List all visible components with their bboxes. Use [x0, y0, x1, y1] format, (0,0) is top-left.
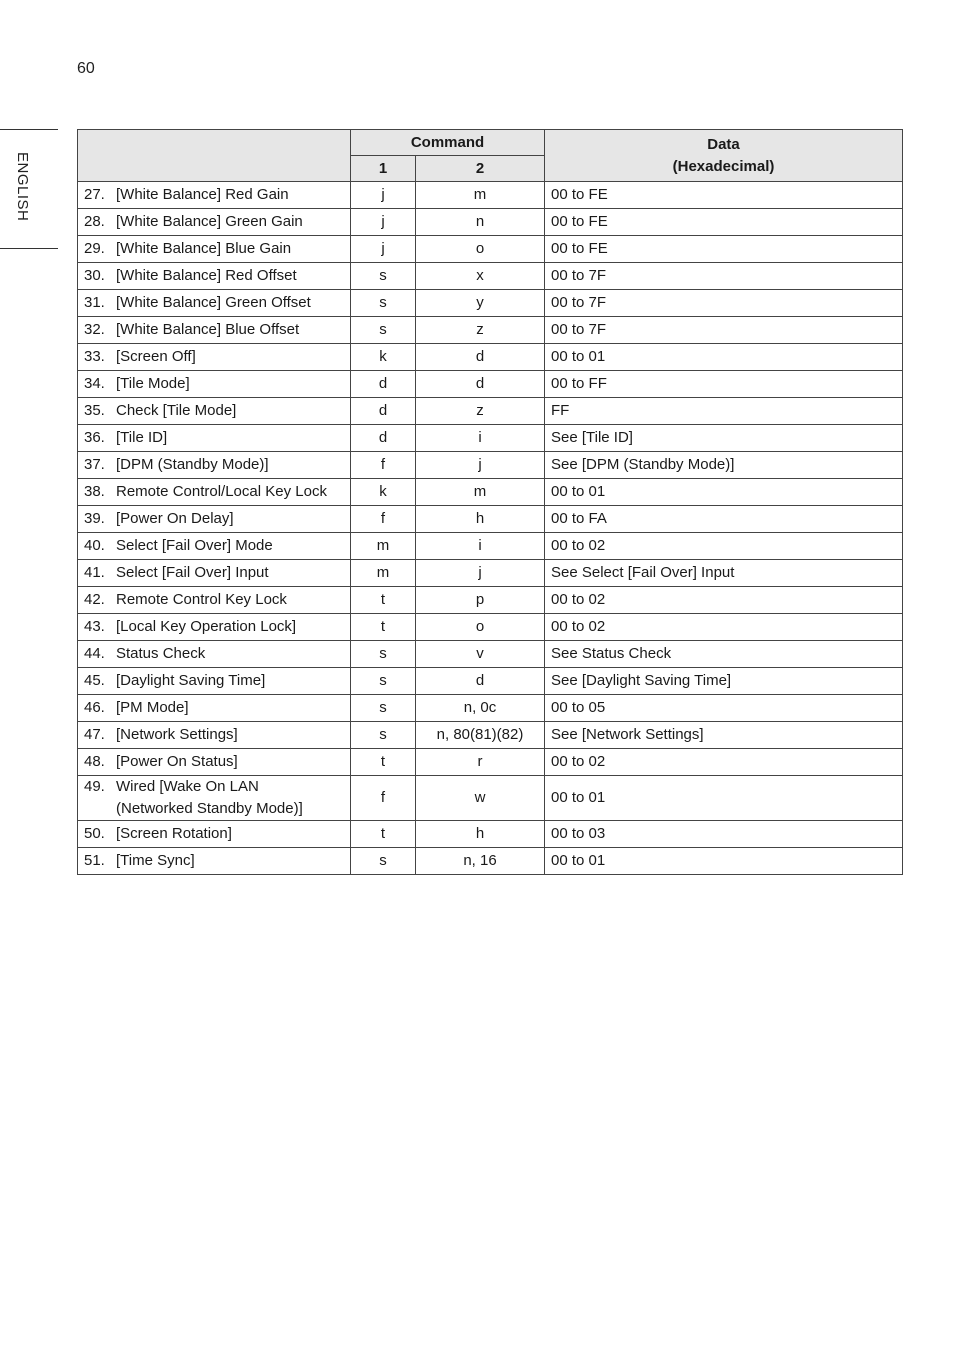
item-name: [116, 616, 344, 638]
data-cell: FF: [545, 398, 903, 425]
command2-cell: n: [416, 209, 545, 236]
data-cell: 00 to 01: [545, 848, 903, 875]
data-cell: See Status Check: [545, 641, 903, 668]
item-number: 48.: [84, 753, 105, 770]
data-cell: 00 to 01: [545, 776, 903, 821]
item-number: 46.: [84, 699, 105, 716]
item-number: 37.: [84, 456, 105, 473]
table-row: [78, 821, 903, 848]
item-cell: [78, 398, 351, 425]
command2-cell: y: [416, 290, 545, 317]
item-cell-content: [84, 776, 344, 820]
command2-cell: j: [416, 560, 545, 587]
data-cell: 00 to 02: [545, 749, 903, 776]
command2-cell: p: [416, 587, 545, 614]
command2-cell: j: [416, 452, 545, 479]
item-header: [78, 130, 351, 182]
command1-cell: s: [351, 317, 416, 344]
command2-cell: i: [416, 425, 545, 452]
item-cell-content: [84, 697, 344, 719]
command2-cell: h: [416, 821, 545, 848]
item-name: [116, 508, 344, 530]
item-name-line: Status Check: [116, 645, 206, 662]
command1-cell: d: [351, 371, 416, 398]
command2-cell: n, 80(81)(82): [416, 722, 545, 749]
table-row: [78, 236, 903, 263]
command1-cell: s: [351, 290, 416, 317]
table-row: [78, 848, 903, 875]
item-cell: [78, 371, 351, 398]
command2-cell: w: [416, 776, 545, 821]
command2-cell: v: [416, 641, 545, 668]
item-name-line: [Daylight Saving Time]: [116, 672, 266, 689]
table-row: [78, 425, 903, 452]
item-name: [116, 292, 344, 314]
item-name-line: [PM Mode]: [116, 699, 189, 716]
command-col2-header: 2: [416, 156, 545, 182]
command2-cell: d: [416, 344, 545, 371]
data-cell: 00 to 01: [545, 344, 903, 371]
item-name-line: Select [Fail Over] Input: [116, 564, 269, 581]
table-row: [78, 263, 903, 290]
command2-cell: o: [416, 236, 545, 263]
item-cell-content: [84, 400, 344, 422]
item-cell-content: [84, 319, 344, 341]
item-number: 31.: [84, 294, 105, 311]
item-name: [116, 589, 344, 611]
item-name: [116, 373, 344, 395]
data-cell: 00 to 05: [545, 695, 903, 722]
item-number: 38.: [84, 483, 105, 500]
data-cell: See Select [Fail Over] Input: [545, 560, 903, 587]
command1-cell: m: [351, 560, 416, 587]
item-cell: [78, 263, 351, 290]
item-name: [116, 400, 344, 422]
command1-cell: d: [351, 398, 416, 425]
item-name-line: Check [Tile Mode]: [116, 402, 237, 419]
command2-cell: m: [416, 182, 545, 209]
item-cell-content: [84, 643, 344, 665]
data-cell: 00 to 7F: [545, 290, 903, 317]
item-cell-content: [84, 616, 344, 638]
table-row: [78, 290, 903, 317]
table-row: [78, 560, 903, 587]
item-number: 29.: [84, 240, 105, 257]
command1-cell: f: [351, 776, 416, 821]
data-header: [545, 130, 903, 182]
item-name-line: (Networked Standby Mode)]: [116, 800, 303, 817]
data-cell: 00 to 02: [545, 533, 903, 560]
command1-cell: s: [351, 722, 416, 749]
item-name: [116, 535, 344, 557]
item-cell: [78, 425, 351, 452]
item-name: [116, 697, 344, 719]
item-number: 50.: [84, 825, 105, 842]
item-number: 41.: [84, 564, 105, 581]
table-row: [78, 371, 903, 398]
command2-cell: z: [416, 398, 545, 425]
item-name: [116, 184, 344, 206]
item-number: 44.: [84, 645, 105, 662]
item-name: [116, 562, 344, 584]
data-cell: 00 to FE: [545, 209, 903, 236]
table-row: [78, 533, 903, 560]
item-name: [116, 238, 344, 260]
table-row: [78, 722, 903, 749]
item-name: [116, 265, 344, 287]
item-cell: [78, 722, 351, 749]
item-number: 42.: [84, 591, 105, 608]
command2-cell: d: [416, 668, 545, 695]
item-cell-content: [84, 454, 344, 476]
item-name: [116, 670, 344, 692]
item-name-line: [Network Settings]: [116, 726, 238, 743]
item-number: 40.: [84, 537, 105, 554]
data-cell: 00 to FE: [545, 182, 903, 209]
item-name-line: [Screen Off]: [116, 348, 196, 365]
data-cell: 00 to FF: [545, 371, 903, 398]
item-number: 51.: [84, 852, 105, 869]
command2-cell: h: [416, 506, 545, 533]
command1-cell: t: [351, 614, 416, 641]
item-cell: [78, 479, 351, 506]
item-number: 27.: [84, 186, 105, 203]
item-cell-content: [84, 184, 344, 206]
item-cell: [78, 641, 351, 668]
table-row: [78, 749, 903, 776]
table-row: [78, 452, 903, 479]
command1-cell: t: [351, 587, 416, 614]
item-name: [116, 427, 344, 449]
item-cell-content: [84, 724, 344, 746]
item-cell-content: [84, 670, 344, 692]
item-number: 32.: [84, 321, 105, 338]
data-cell: 00 to FA: [545, 506, 903, 533]
item-name-line: [Tile Mode]: [116, 375, 190, 392]
command2-cell: i: [416, 533, 545, 560]
data-cell: See [DPM (Standby Mode)]: [545, 452, 903, 479]
item-name: [116, 823, 344, 845]
item-number: 47.: [84, 726, 105, 743]
item-number: 39.: [84, 510, 105, 527]
item-cell: [78, 182, 351, 209]
item-cell-content: [84, 292, 344, 314]
item-cell-content: [84, 823, 344, 845]
command1-cell: k: [351, 344, 416, 371]
item-name-line: [Time Sync]: [116, 852, 195, 869]
data-cell: See [Network Settings]: [545, 722, 903, 749]
table-body: [78, 182, 903, 875]
table-row: [78, 506, 903, 533]
item-name: [116, 643, 344, 665]
item-cell-content: [84, 850, 344, 872]
item-number: 30.: [84, 267, 105, 284]
data-cell: 00 to 02: [545, 614, 903, 641]
table-row: [78, 398, 903, 425]
data-cell: 00 to 03: [545, 821, 903, 848]
command1-cell: s: [351, 263, 416, 290]
item-name-line: [Screen Rotation]: [116, 825, 232, 842]
item-number: 35.: [84, 402, 105, 419]
command2-cell: n, 16: [416, 848, 545, 875]
item-cell: [78, 668, 351, 695]
item-name-line: [Power On Status]: [116, 753, 238, 770]
language-label: ENGLISH: [14, 152, 31, 222]
item-name: [116, 850, 344, 872]
item-name-line: Wired [Wake On LAN: [116, 778, 259, 795]
command-col1-header: 1: [351, 156, 416, 182]
item-name-line: [DPM (Standby Mode)]: [116, 456, 269, 473]
item-cell: [78, 695, 351, 722]
item-cell-content: [84, 589, 344, 611]
item-cell-content: [84, 562, 344, 584]
table-row: [78, 209, 903, 236]
command1-cell: s: [351, 641, 416, 668]
item-name-line: [White Balance] Red Gain: [116, 186, 289, 203]
page-number: 60: [77, 60, 95, 77]
item-name: [116, 481, 344, 503]
data-header-line1: Data: [707, 135, 740, 153]
command1-cell: f: [351, 452, 416, 479]
item-number: 45.: [84, 672, 105, 689]
command2-cell: x: [416, 263, 545, 290]
table-row: [78, 668, 903, 695]
language-side-tab: [0, 129, 58, 249]
table-row: [78, 479, 903, 506]
item-cell-content: [84, 373, 344, 395]
item-cell-content: [84, 535, 344, 557]
command2-cell: r: [416, 749, 545, 776]
item-name-line: [Local Key Operation Lock]: [116, 618, 297, 635]
item-number: 28.: [84, 213, 105, 230]
item-name: [116, 751, 344, 773]
item-name: [116, 454, 344, 476]
command1-cell: s: [351, 695, 416, 722]
item-number: 49.: [84, 778, 105, 795]
item-cell-content: [84, 427, 344, 449]
data-cell: See [Daylight Saving Time]: [545, 668, 903, 695]
command1-cell: d: [351, 425, 416, 452]
item-cell: [78, 317, 351, 344]
item-cell: [78, 290, 351, 317]
item-cell-content: [84, 211, 344, 233]
command1-cell: k: [351, 479, 416, 506]
item-cell: [78, 344, 351, 371]
data-cell: 00 to FE: [545, 236, 903, 263]
command1-cell: t: [351, 821, 416, 848]
table-row: [78, 614, 903, 641]
table-row: [78, 587, 903, 614]
data-cell: 00 to 7F: [545, 263, 903, 290]
command2-cell: d: [416, 371, 545, 398]
command1-cell: t: [351, 749, 416, 776]
command1-cell: j: [351, 182, 416, 209]
item-cell-content: [84, 346, 344, 368]
item-cell: [78, 452, 351, 479]
item-name: [116, 776, 344, 820]
item-cell: [78, 533, 351, 560]
item-name: [116, 346, 344, 368]
item-cell: [78, 209, 351, 236]
item-name: [116, 319, 344, 341]
data-header-line2: (Hexadecimal): [672, 157, 775, 175]
item-cell: [78, 560, 351, 587]
data-cell: See [Tile ID]: [545, 425, 903, 452]
table-row: [78, 776, 903, 821]
item-name-line: [Tile ID]: [116, 429, 168, 446]
item-cell: [78, 614, 351, 641]
item-name: [116, 211, 344, 233]
command1-cell: s: [351, 668, 416, 695]
table-row: [78, 344, 903, 371]
item-cell: [78, 821, 351, 848]
command1-cell: m: [351, 533, 416, 560]
table-row: [78, 641, 903, 668]
item-cell: [78, 848, 351, 875]
item-cell: [78, 587, 351, 614]
command-header: Command: [351, 130, 545, 156]
item-number: 33.: [84, 348, 105, 365]
command1-cell: j: [351, 209, 416, 236]
item-name-line: [White Balance] Green Offset: [116, 294, 311, 311]
item-name-line: [White Balance] Blue Gain: [116, 240, 292, 257]
command2-cell: m: [416, 479, 545, 506]
command1-cell: s: [351, 848, 416, 875]
table-row: [78, 182, 903, 209]
command2-cell: n, 0c: [416, 695, 545, 722]
item-cell-content: [84, 238, 344, 260]
item-name-line: Select [Fail Over] Mode: [116, 537, 273, 554]
item-name-line: [Power On Delay]: [116, 510, 234, 527]
command1-cell: f: [351, 506, 416, 533]
command2-cell: o: [416, 614, 545, 641]
item-name-line: [White Balance] Blue Offset: [116, 321, 300, 338]
item-number: 34.: [84, 375, 105, 392]
table-row: [78, 317, 903, 344]
data-cell: 00 to 02: [545, 587, 903, 614]
item-cell-content: [84, 751, 344, 773]
item-name-line: [White Balance] Green Gain: [116, 213, 303, 230]
item-cell: [78, 506, 351, 533]
command-table: [77, 129, 903, 875]
item-cell-content: [84, 265, 344, 287]
table-header: [78, 130, 903, 182]
item-name-line: Remote Control Key Lock: [116, 591, 287, 608]
table-row: [78, 695, 903, 722]
item-cell: [78, 236, 351, 263]
item-cell-content: [84, 481, 344, 503]
data-cell: 00 to 01: [545, 479, 903, 506]
item-cell: [78, 776, 351, 821]
item-name: [116, 724, 344, 746]
item-name-line: Remote Control/Local Key Lock: [116, 483, 327, 500]
item-cell-content: [84, 508, 344, 530]
item-number: 36.: [84, 429, 105, 446]
item-name-line: [White Balance] Red Offset: [116, 267, 297, 284]
command1-cell: j: [351, 236, 416, 263]
item-cell: [78, 749, 351, 776]
item-number: 43.: [84, 618, 105, 635]
command2-cell: z: [416, 317, 545, 344]
data-cell: 00 to 7F: [545, 317, 903, 344]
